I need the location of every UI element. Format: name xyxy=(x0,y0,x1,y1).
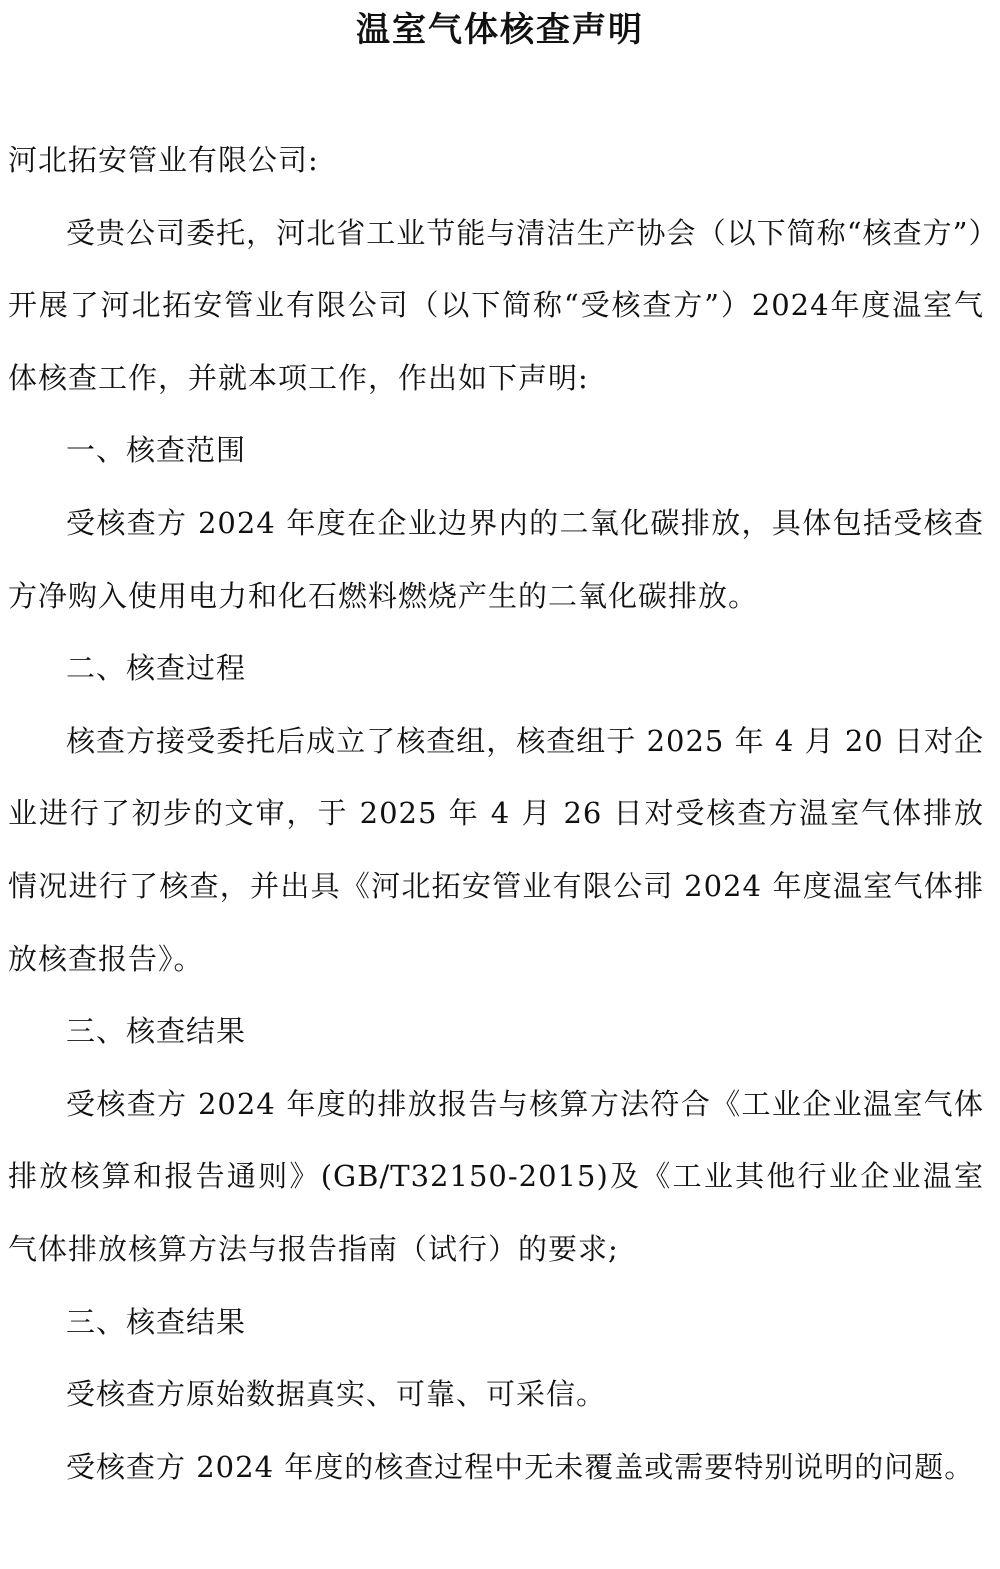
results-paragraph: 受核查方 2024 年度的排放报告与核算方法符合《工业企业温室气体排放核算和报告通则》(GB/T32150-2015)及《工业其他行业企业温室气体排放核算方法与报告指南（试行）的要求; xyxy=(8,1086,984,1266)
process-paragraph: 核查方接受委托后成立了核查组，核查组于 2025 年 4 月 20 日对企业进行了初步的文审，于 2025 年 4 月 26 日对受核查方温室气体排放情况进行了核查，并出具《河北拓安管业有限公司 2024 年度温室气体排放核查报告》。 xyxy=(8,723,984,976)
intro-paragraph: 受贵公司委托，河北省工业节能与清洁生产协会（以下简称“核查方”）开展了河北拓安管业有限公司（以下简称“受核查方”）2024年度温室气体核查工作，并就本项工作，作出如下声明: xyxy=(8,215,984,395)
section-heading-scope: 一、核查范围 xyxy=(66,433,247,468)
section-heading-process: 二、核查过程 xyxy=(66,651,247,686)
document-body xyxy=(8,124,984,1503)
section-heading-results-2: 三、核查结果 xyxy=(66,1304,247,1339)
section-heading-results: 三、核查结果 xyxy=(66,1014,247,1049)
document-title: 温室气体核查声明 xyxy=(356,10,644,50)
scope-paragraph: 受核查方 2024 年度在企业边界内的二氧化碳排放，具体包括受核查方净购入使用电力和化石燃料燃烧产生的二氧化碳排放。 xyxy=(8,505,984,613)
addressee: 河北拓安管业有限公司: xyxy=(8,143,319,177)
data-reliability-paragraph: 受核查方原始数据真实、可靠、可采信。 xyxy=(66,1377,607,1412)
coverage-paragraph: 受核查方 2024 年度的核查过程中无未覆盖或需要特别说明的问题。 xyxy=(66,1449,975,1484)
